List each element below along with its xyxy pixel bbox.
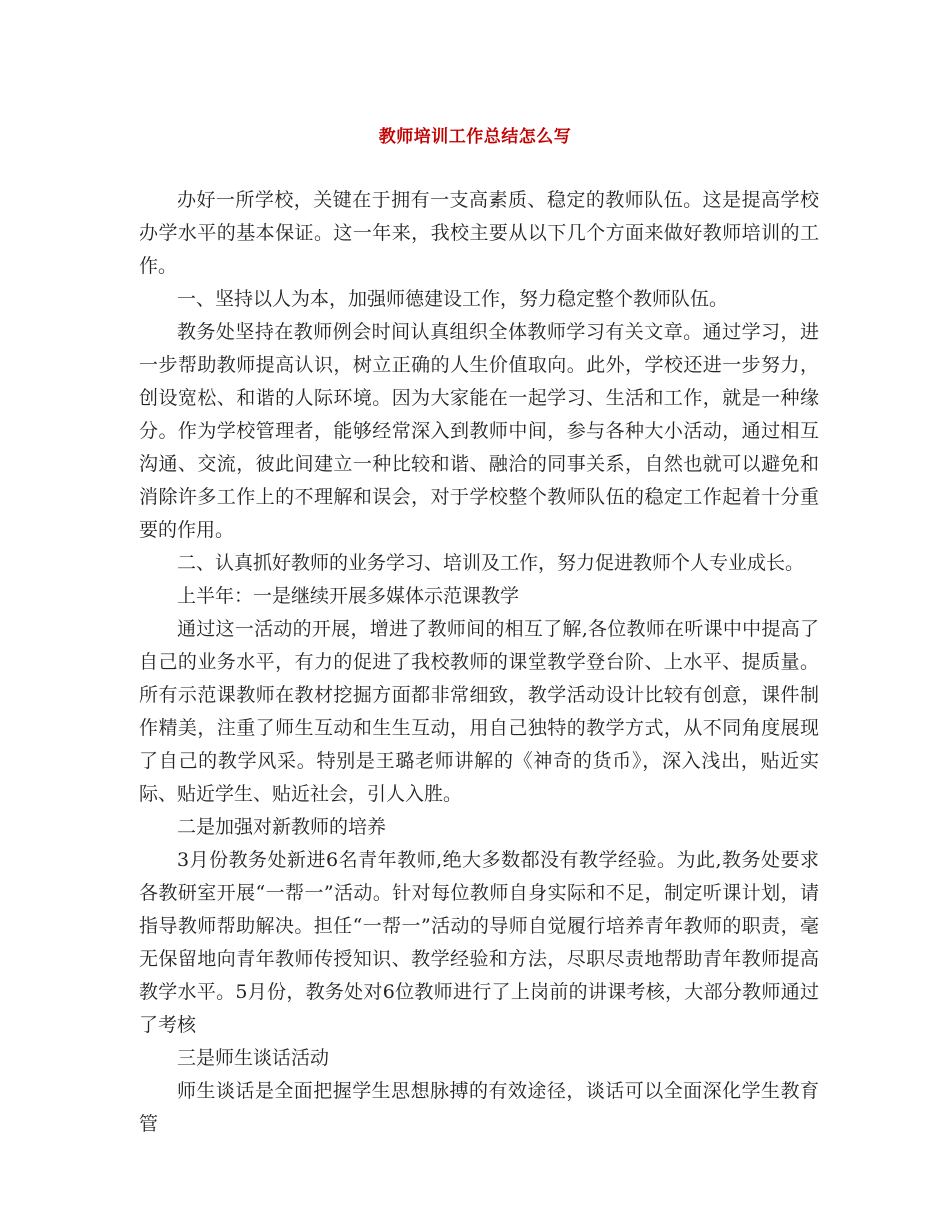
document-body <box>139 184 819 1141</box>
paragraph-subheading-talks: 三是师生谈话活动 <box>177 1047 330 1069</box>
paragraph-mentoring: 3月份教务处新进6名青年教师,绝大多数都没有教学经验。为此,教务处要求各教研室开展“一帮一”活动。针对每位教师自身实际和不足，制定听课计划，请指导教师帮助解决。担任“一帮一”活动的导师自觉履行培养青年教师的职责，毫无保留地向青年教师传授知识、教学经验和方法，尽职尽责地帮助青年教师提高教学水平。5月份，教务处对6位教师进行了上岗前的讲课考核，大部分教师通过了考核 <box>139 849 819 1036</box>
document-title: 教师培训工作总结怎么写 <box>378 127 572 147</box>
paragraph-teacher-study: 教务处坚持在教师例会时间认真组织全体教师学习有关文章。通过学习，进一步帮助教师提高认识，树立正确的人生价值取向。此外，学校还进一步努力，创设宽松、和谐的人际环境。因为大家能在一起学习、生活和工作，就是一种缘分。作为学校管理者，能够经常深入到教师中间，参与各种大小活动，通过相互沟通、交流，彼此间建立一种比较和谐、融洽的同事关系，自然也就可以避免和消除许多工作上的不理解和误会，对于学校整个教师队伍的稳定工作起着十分重要的作用。 <box>139 321 819 541</box>
paragraph-demo-lessons: 通过这一活动的开展，增进了教师间的相互了解,各位教师在听课中中提高了自己的业务水平，有力的促进了我校教师的课堂教学登台阶、上水平、提质量。所有示范课教师在教材挖掘方面都非常细致，教学活动设计比较有创意，课件制作精美，注重了师生互动和生生互动，用自己独特的教学方式，从不同角度展现了自己的教学风采。特别是王璐老师讲解的《神奇的货币》，深入浅出，贴近实际、贴近学生、贴近社会，引人入胜。 <box>139 618 819 805</box>
paragraph-subheading-multimedia: 上半年：一是继续开展多媒体示范课教学 <box>177 585 520 607</box>
paragraph-heading-1: 一、坚持以人为本，加强师德建设工作，努力稳定整个教师队伍。 <box>177 288 729 310</box>
paragraph-subheading-new-teachers: 二是加强对新教师的培养 <box>177 816 387 838</box>
paragraph-talks: 师生谈话是全面把握学生思想脉搏的有效途径，谈话可以全面深化学生教育管 <box>139 1080 819 1135</box>
paragraph-intro: 办好一所学校，关键在于拥有一支高素质、稳定的教师队伍。这是提高学校办学水平的基本保证。这一年来，我校主要从以下几个方面来做好教师培训的工作。 <box>139 189 819 277</box>
paragraph-heading-2: 二、认真抓好教师的业务学习、培训及工作，努力促进教师个人专业成长。 <box>177 552 805 574</box>
